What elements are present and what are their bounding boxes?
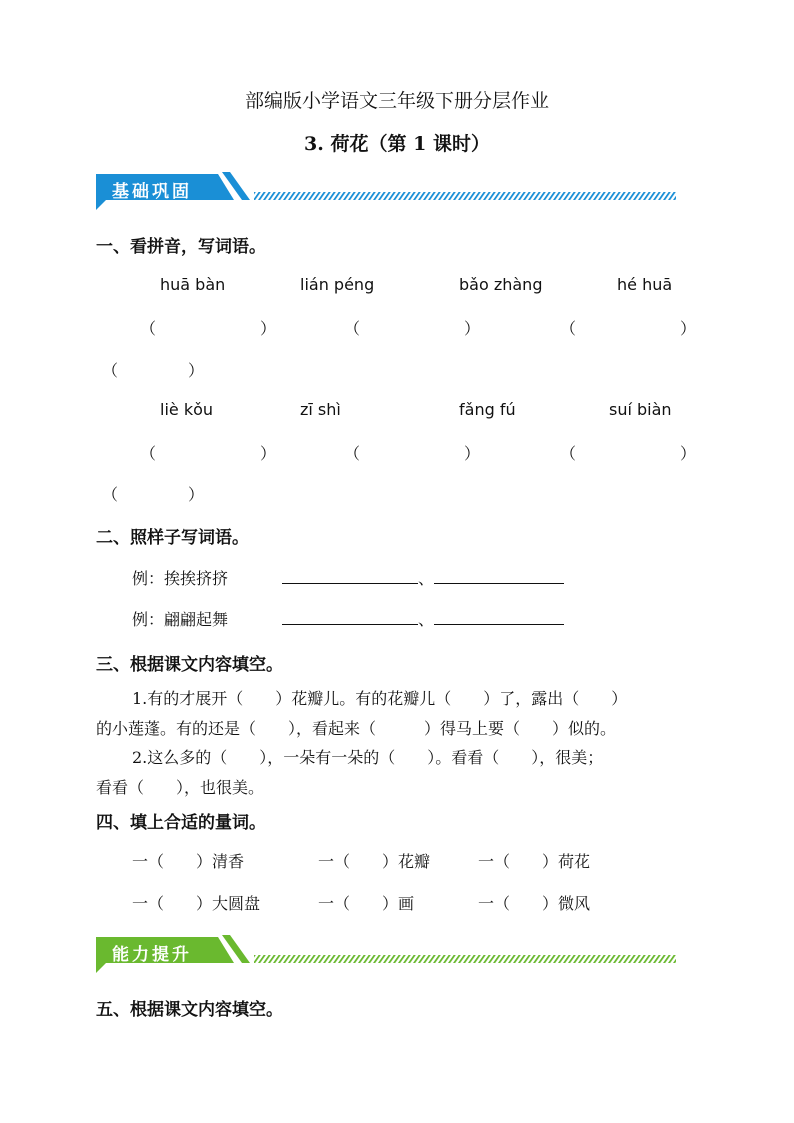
pinyin-5: liè kǒu xyxy=(160,400,214,419)
answer-blank-rp: ） xyxy=(464,319,481,338)
pinyin-6: zī shì xyxy=(300,400,341,419)
measure-word-item: 一（ ）荷花 xyxy=(478,852,591,871)
separator: 、 xyxy=(418,610,435,629)
answer-blank-rp: ） xyxy=(680,444,697,463)
measure-word-item: 一（ ）画 xyxy=(318,894,415,913)
answer-blank-lp: （ xyxy=(560,319,577,338)
pinyin-4: hé huā xyxy=(617,275,673,294)
section-banner-basic xyxy=(94,170,678,210)
page-title: 部编版小学语文三年级下册分层作业 xyxy=(244,90,549,112)
fill-line-3: 2.这么多的（ ），一朵有一朵的（ ）。看看（ ），很美； xyxy=(132,748,604,767)
section-label-ability: 能力提升 xyxy=(112,945,192,965)
answer-blank-rp: ） xyxy=(464,444,481,463)
answer-blank-lp: （ xyxy=(344,319,361,338)
question-2-heading: 二、照样子写词语。 xyxy=(96,528,249,548)
write-blank-row-2[interactable] xyxy=(282,607,564,630)
question-4-heading: 四、填上合适的量词。 xyxy=(96,813,266,833)
measure-word-item: 一（ ）清香 xyxy=(132,852,245,871)
answer-blank-rp: ） xyxy=(680,319,697,338)
answer-blank-rp: ） xyxy=(260,319,277,338)
write-line[interactable] xyxy=(282,569,418,584)
answer-blank-lp: （ xyxy=(140,444,157,463)
pinyin-1: huā bàn xyxy=(160,275,226,294)
write-blank-row-1[interactable] xyxy=(282,566,564,589)
fill-line-2: 的小莲蓬。有的还是（ ），看起来（ ）得马上要（ ）似的。 xyxy=(96,719,617,738)
answer-blank-lp: （ xyxy=(560,444,577,463)
example-2: 例：翩翩起舞 xyxy=(132,610,229,629)
pinyin-3: bǎo zhàng xyxy=(459,275,543,294)
write-line[interactable] xyxy=(282,610,418,625)
answer-blank-lp: （ xyxy=(344,444,361,463)
pinyin-2: lián péng xyxy=(300,275,375,294)
pinyin-8: suí biàn xyxy=(609,400,672,419)
fill-line-4: 看看（ ），也很美。 xyxy=(96,778,265,797)
pinyin-7: fǎng fú xyxy=(459,400,516,419)
measure-word-item: 一（ ）大圆盘 xyxy=(132,894,261,913)
example-1: 例：挨挨挤挤 xyxy=(132,569,229,588)
question-1-heading: 一、看拼音，写词语。 xyxy=(96,237,266,257)
answer-blank-lp: （ xyxy=(140,319,157,338)
separator: 、 xyxy=(418,569,435,588)
measure-word-item: 一（ ）微风 xyxy=(478,894,591,913)
section-banner-ability xyxy=(94,933,678,973)
answer-blank-rp: ） xyxy=(188,485,205,504)
write-line[interactable] xyxy=(434,610,564,625)
fill-line-1: 1.有的才展开（ ）花瓣儿。有的花瓣儿（ ）了，露出（ ） xyxy=(132,689,628,708)
question-3-heading: 三、根据课文内容填空。 xyxy=(96,655,283,675)
answer-blank-rp: ） xyxy=(188,361,205,380)
question-5-heading: 五、根据课文内容填空。 xyxy=(96,1000,283,1020)
answer-blank-lp: （ xyxy=(102,485,119,504)
answer-blank-lp: （ xyxy=(102,361,119,380)
measure-word-item: 一（ ）花瓣 xyxy=(318,852,431,871)
answer-blank-rp: ） xyxy=(260,444,277,463)
write-line[interactable] xyxy=(434,569,564,584)
section-label-basic: 基础巩固 xyxy=(112,182,192,202)
lesson-subtitle: 3. 荷花（第 1 课时） xyxy=(304,133,490,155)
